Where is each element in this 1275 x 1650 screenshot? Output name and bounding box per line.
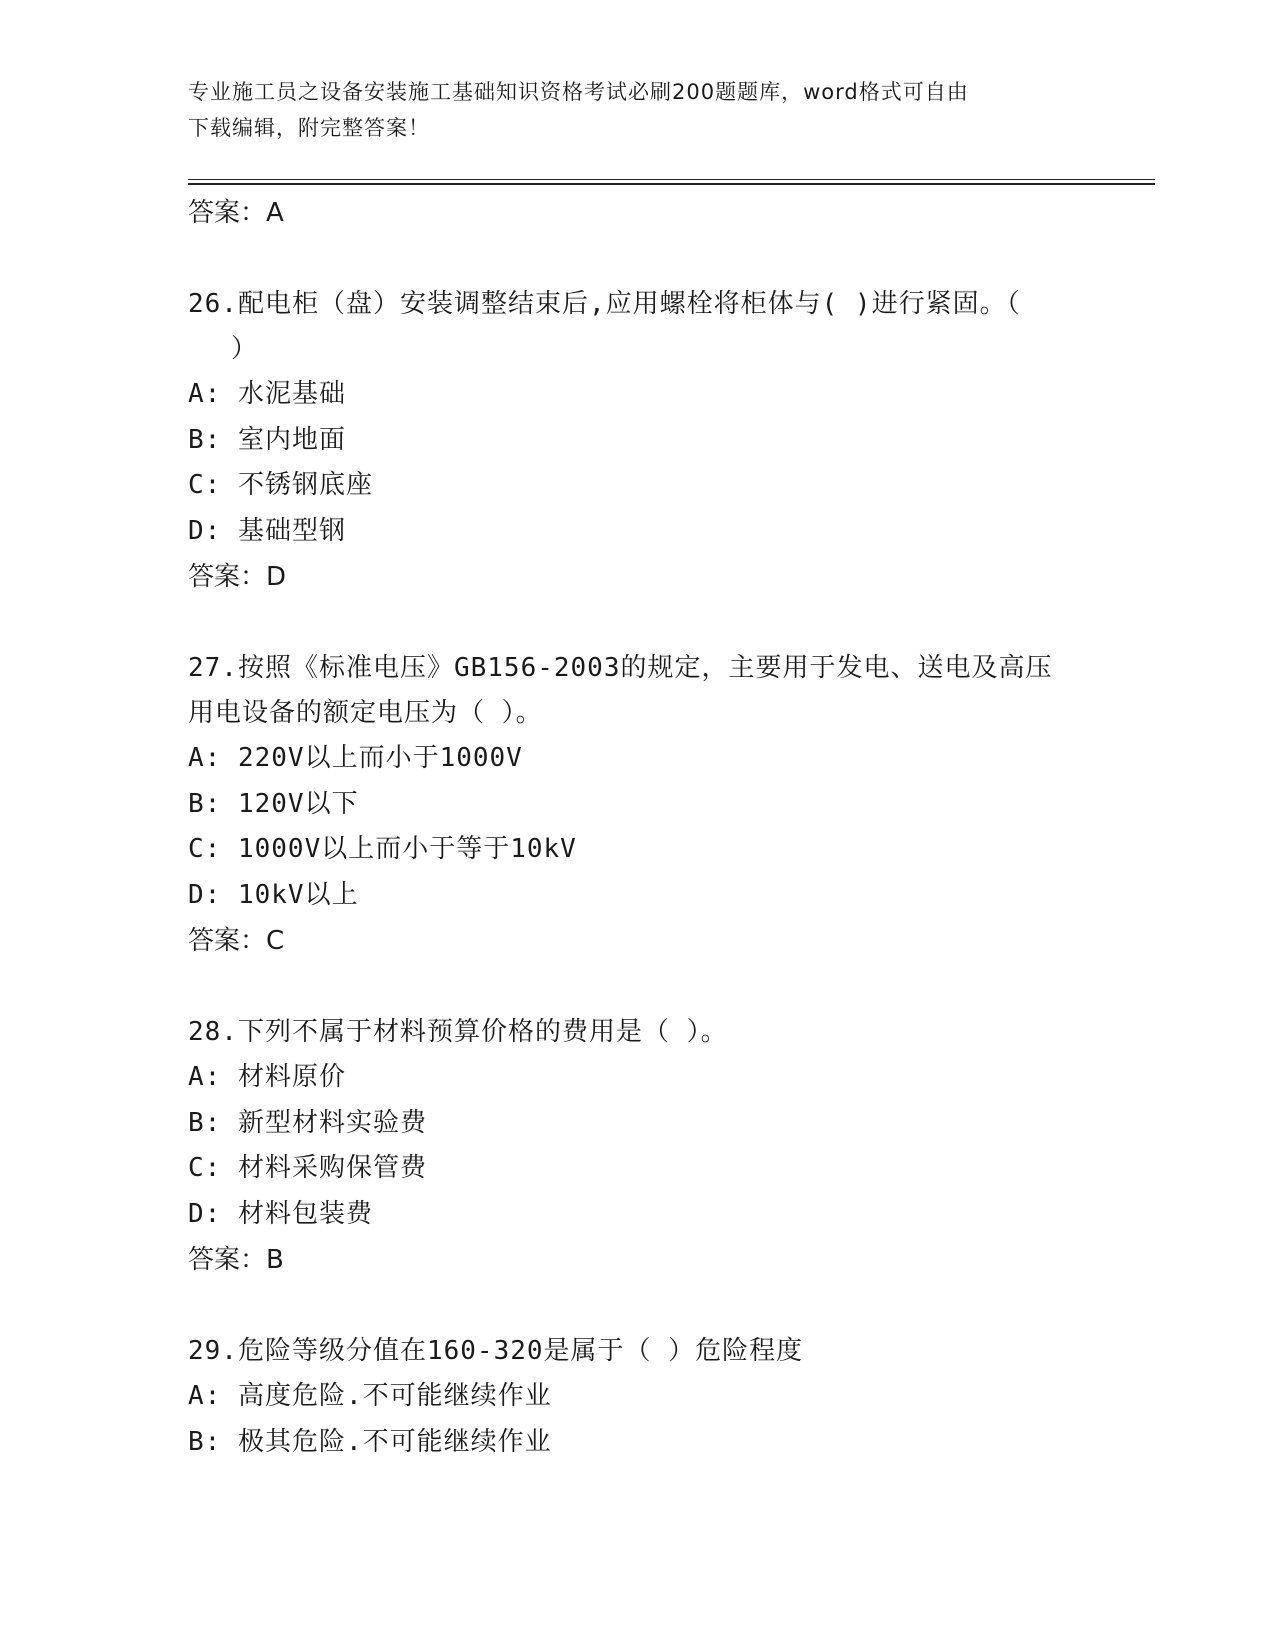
option-d: D: 10kV以上 [188, 879, 359, 910]
question-stem: 26.配电柜（盘）安装调整结束后,应用螺栓将柜体与( )进行紧固。（ [188, 289, 1021, 319]
header-line-2: 下载编辑，附完整答案！ [188, 116, 430, 140]
document-header [188, 74, 1088, 146]
answer-line: 答案：B [188, 1245, 284, 1275]
question-stem: 27.按照《标准电压》GB156-2003的规定，主要用于发电、送电及高压 [188, 653, 1053, 683]
option-d: D: 基础型钢 [188, 515, 346, 546]
option-c: C: 材料采购保管费 [188, 1153, 427, 1183]
option-b: B: 新型材料实验费 [188, 1107, 427, 1138]
question-stem: 28.下列不属于材料预算价格的费用是（ ）。 [188, 1017, 728, 1047]
option-a: A: 材料原价 [188, 1062, 346, 1092]
header-divider-thick [188, 183, 1155, 185]
question-stem: 29.危险等级分值在160-320是属于（ ）危险程度 [188, 1336, 804, 1366]
answer-line: 答案：A [188, 198, 284, 228]
question-26 [188, 282, 1088, 600]
option-a: A: 220V以上而小于1000V [188, 743, 523, 773]
question-stem-continued: 用电设备的额定电压为（ ）。 [188, 698, 543, 728]
header-divider-thin [188, 179, 1155, 180]
option-b: B: 室内地面 [188, 424, 346, 455]
option-b: B: 极其危险.不可能继续作业 [188, 1426, 552, 1457]
answer-line: 答案：D [188, 562, 287, 592]
question-stem-continued: ） [231, 334, 259, 364]
option-a: A: 水泥基础 [188, 379, 346, 409]
option-b: B: 120V以下 [188, 788, 359, 819]
option-a: A: 高度危险.不可能继续作业 [188, 1381, 552, 1411]
option-c: C: 不锈钢底座 [188, 470, 373, 500]
question-27 [188, 646, 1088, 964]
answer-line: 答案：C [188, 926, 285, 956]
header-line-1: 专业施工员之设备安装施工基础知识资格考试必刷200题题库，word格式可自由 [188, 80, 969, 104]
question-29 [188, 1329, 1088, 1465]
question-list [188, 190, 1088, 1465]
option-c: C: 1000V以上而小于等于10kV [188, 834, 577, 864]
question-28 [188, 1010, 1088, 1283]
option-d: D: 材料包装费 [188, 1198, 373, 1229]
